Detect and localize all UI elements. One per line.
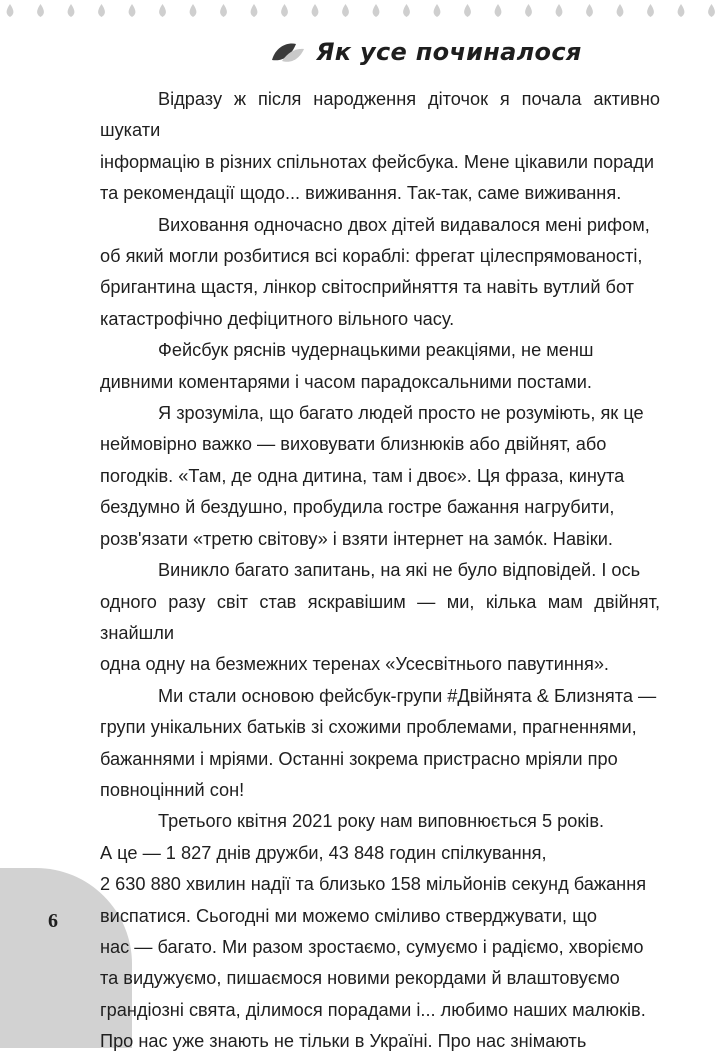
drop-icon — [7, 4, 14, 17]
drop-icon — [495, 4, 502, 17]
drop-icon — [251, 4, 258, 17]
paragraph: Ми стали основою фейсбук-групи #Двійнята & Близнята — групи унікальних батьків зі схожими проблемами, прагненнями, бажаннями і мріями. Останні зокрема пристрасно мріяли про повноцінний сон! — [100, 685, 657, 800]
paragraph: Виникло багато запитань, на які не було відповідей. І ось одного разу світ став яскравішим — ми, кілька мам двійнят, знайшли одна одну на безмежних теренах «Усесвітнього павутиння». — [100, 560, 660, 675]
paragraph: Фейсбук ряснів чудернацькими реакціями, не менш дивними коментарями і часом парадоксальними постами. — [100, 340, 594, 392]
decorative-drop-border — [0, 0, 728, 24]
paragraph: Я зрозуміла, що багато людей просто не розуміють, як це неймовірно важко — виховувати близнюків або двійнят, або погодків. «Там, де одна дитина, там і двоє». Ця фраза, кинута бездумно й бездушно, пробудила гостре бажання нагрубити, розв'язати «третю світову» і взяти інтернет на замо́к. Навіки. — [100, 403, 644, 549]
body-text — [100, 84, 660, 1058]
drop-icon — [678, 4, 685, 17]
drop-icon — [464, 4, 471, 17]
drop-icon — [556, 4, 563, 17]
drop-icon — [129, 4, 136, 17]
page-number: 6 — [48, 910, 58, 932]
drop-icon — [647, 4, 654, 17]
drop-icon — [68, 4, 75, 17]
paragraph: Відразу ж після народження діточок я почала активно шукати інформацію в різних спільнотах фейсбука. Мене цікавили поради та рекомендації щодо... виживання. Так-так, саме виживання. — [100, 89, 660, 204]
drop-icon — [281, 4, 288, 17]
drop-icon — [98, 4, 105, 17]
paragraph: Третього квітня 2021 року нам виповнюється 5 років. А це — 1 827 днів дружби, 43 848 годин спілкування, 2 630 880 хвилин надії та близько 158 мільйонів секунд бажання виспатися. Сьогодні ми можемо сміливо стверджувати, що нас — багато. Ми разом зростаємо, сумуємо і радіємо, хворіємо та видужуємо, пишаємося новими рекордами й влаштовуємо грандіозні свята, ділимося порадами і... любимо наших малюків. Про нас уже знають не тільки в Україні. Про нас знімають — [100, 811, 647, 1052]
drop-icon — [525, 4, 532, 17]
drop-icon — [159, 4, 166, 17]
drop-icon — [37, 4, 44, 17]
drop-icon — [342, 4, 349, 17]
drop-icon — [220, 4, 227, 17]
drop-icon — [708, 4, 715, 17]
drop-icon — [617, 4, 624, 17]
drop-icon — [434, 4, 441, 17]
drop-icon — [403, 4, 410, 17]
chapter-title: Як усе починалося — [316, 38, 582, 66]
drop-icon — [312, 4, 319, 17]
chapter-heading — [270, 38, 582, 66]
leaf-icon — [270, 38, 306, 66]
drop-icon — [586, 4, 593, 17]
paragraph: Виховання одночасно двох дітей видавалося мені рифом, об який могли розбитися всі кораблі: фрегат цілеспрямованості, бригантина щастя, лінкор світосприйняття та навіть вутлий бот катастрофічно дефіцитного вільного часу. — [100, 214, 650, 329]
drop-icon — [190, 4, 197, 17]
drop-icon — [373, 4, 380, 17]
